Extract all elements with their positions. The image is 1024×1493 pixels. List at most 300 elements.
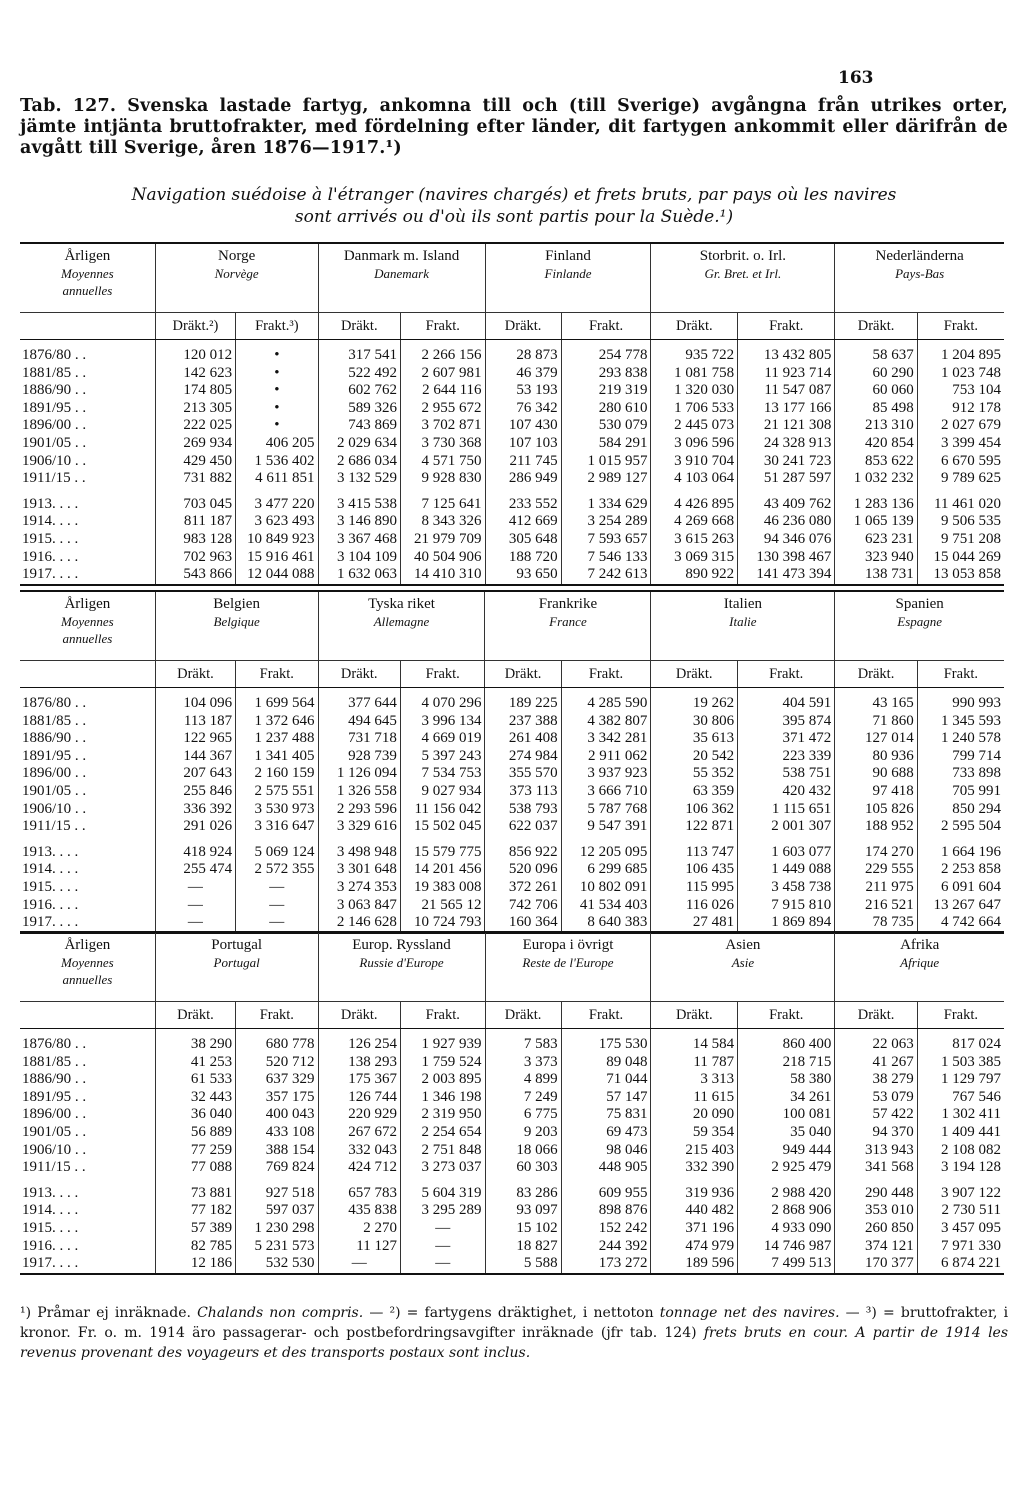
table-cell: 175 530 [561,1029,651,1054]
table-cell: 106 362 [651,801,738,819]
table-row [20,1071,1004,1089]
table-cell: 20 542 [651,748,738,766]
table-row [20,1185,1004,1203]
table-cell: 657 783 [318,1185,400,1203]
table-cell: 6 775 [485,1106,561,1124]
table-row [20,1089,1004,1107]
table-cell: 9 027 934 [400,783,485,801]
table-cell: 274 984 [485,748,561,766]
frakt-column-header: Frakt. [400,1002,485,1029]
table-cell: 36 040 [155,1106,235,1124]
footnote-3-fr-b: A partir de 1914 les revenus provenant des voyageurs et des transports postaux sont inclus. [20,1325,1009,1361]
table-cell: 3 295 289 [400,1202,485,1220]
table-cell: 3 457 095 [917,1220,1004,1238]
table-cell: 2 988 420 [738,1185,835,1203]
table-cell: 753 104 [917,382,1004,400]
table-cell: 3 273 037 [400,1159,485,1177]
table-cell: 420 854 [835,435,917,453]
table-cell: 935 722 [651,340,738,365]
period-label: 1911/15 . . [22,818,86,835]
table-cell: 2 607 981 [400,365,485,383]
table-cell: 105 826 [835,801,917,819]
table-cell: 400 043 [236,1106,318,1124]
table-cell: 126 744 [318,1089,400,1107]
table-cell: 20 090 [651,1106,738,1124]
table-row [20,1255,1004,1273]
spacer-cell [738,488,835,496]
table-cell: — [236,914,318,932]
table-cell: 207 643 [155,765,235,783]
table-cell: 474 979 [651,1238,738,1256]
drakt-column-header: Dräkt. [485,313,561,340]
country-header: Asien Asie [651,933,835,1002]
table-cell: 332 043 [318,1142,400,1160]
table-cell: 59 354 [651,1124,738,1142]
table-cell: 1 320 030 [651,382,738,400]
table-cell: 14 201 456 [400,861,485,879]
table-cell: 1 536 402 [236,453,318,471]
table-cell: 856 922 [485,844,561,862]
table-cell: 1 603 077 [738,844,835,862]
table-cell: 2 572 355 [236,861,318,879]
table-cell: 2 146 628 [318,914,400,932]
table-cell: • [236,365,318,383]
table-cell: 9 547 391 [561,818,651,836]
country-header: Europa i övrigt Reste de l'Europe [485,933,651,1002]
table-cell: 120 012 [155,340,235,365]
table-cell: 2 686 034 [318,453,400,471]
table-cell: 69 473 [561,1124,651,1142]
table-cell: 46 379 [485,365,561,383]
table-row [20,470,1004,488]
table-row [20,801,1004,819]
table-cell: 2 445 073 [651,417,738,435]
table-cell: 353 010 [835,1202,917,1220]
table-cell: 13 177 166 [738,400,835,418]
spacer-cell [917,836,1004,844]
table-cell: 216 521 [835,897,917,915]
table-cell: 520 096 [485,861,561,879]
table-cell: 1 334 629 [561,496,651,514]
table-cell: 10 849 923 [236,531,318,549]
period-label: 1914. . . . [22,1202,79,1219]
footnote-3-fr: frets bruts en cour. [703,1325,849,1341]
table-cell: 12 044 088 [236,566,318,584]
table-cell: 742 706 [485,897,561,915]
table-cell: 4 382 807 [561,713,651,731]
drakt-column-header: Dräkt. [835,1002,917,1029]
table-cell: 6 299 685 [561,861,651,879]
table-cell: 78 735 [835,914,917,932]
footnote-2-fr: tonnage net des navires. [659,1305,840,1321]
table-cell: 22 063 [835,1029,917,1054]
table-cell: 949 444 [738,1142,835,1160]
drakt-column-header: Dräkt. [155,661,235,688]
table-cell: 3 146 890 [318,513,400,531]
subtitle-line-2: sont arrivés ou d'où ils sont partis pour la Suède.¹) [294,207,734,227]
table-cell: 3 301 648 [318,861,400,879]
table-row [20,688,1004,713]
table-cell: 912 178 [917,400,1004,418]
table-cell: 2 270 [318,1220,400,1238]
table-cell: 15 579 775 [400,844,485,862]
table-cell: 543 866 [155,566,235,584]
table-cell: 97 418 [835,783,917,801]
country-header: Belgien Belgique [155,592,318,661]
table-cell: 532 530 [236,1255,318,1273]
table-cell: 4 571 750 [400,453,485,471]
table-cell: 21 979 709 [400,531,485,549]
table-cell: 1 283 136 [835,496,917,514]
table-cell: 98 046 [561,1142,651,1160]
table-cell: 3 666 710 [561,783,651,801]
spacer-cell [651,1177,738,1185]
table-cell: 3 132 529 [318,470,400,488]
spacer-cell [400,1177,485,1185]
table-cell: 60 303 [485,1159,561,1177]
table-cell: 1 664 196 [917,844,1004,862]
table-cell: 1 409 441 [917,1124,1004,1142]
spacer-cell [485,488,561,496]
period-label: 1914. . . . [22,513,79,530]
frakt-column-header: Frakt. [738,1002,835,1029]
table-cell: 3 096 596 [651,435,738,453]
table-cell: 8 343 326 [400,513,485,531]
table-cell: 71 044 [561,1071,651,1089]
table-cell: 538 793 [485,801,561,819]
table-cell: 622 037 [485,818,561,836]
table-row [20,1124,1004,1142]
table-cell: 30 806 [651,713,738,731]
table-cell: 769 824 [236,1159,318,1177]
spacer-cell [155,488,235,496]
table-cell: 890 922 [651,566,738,584]
table-cell: 2 003 895 [400,1071,485,1089]
table-cell: 2 160 159 [236,765,318,783]
table-cell: 4 611 851 [236,470,318,488]
country-header: Frankrike France [485,592,651,661]
table-cell: 440 482 [651,1202,738,1220]
table-block-2 [20,590,1004,934]
table-cell: 3 274 353 [318,879,400,897]
table-cell: 418 924 [155,844,235,862]
frakt-column-header: Frakt. [917,661,1004,688]
table-cell: 2 989 127 [561,470,651,488]
table-cell: 305 648 [485,531,561,549]
table-row [20,435,1004,453]
table-cell: 4 742 664 [917,914,1004,932]
blank-cell [20,1002,155,1029]
blank-cell [20,661,155,688]
table-block-1 [20,242,1004,586]
frakt-column-header: Frakt. [917,313,1004,340]
period-label: 1906/10 . . [22,1141,87,1158]
table-row [20,1054,1004,1072]
table-cell: 2 644 116 [400,382,485,400]
table-cell: 43 409 762 [738,496,835,514]
period-label: 1876/80 . . [22,695,87,711]
period-label: 1891/95 . . [22,747,87,764]
table-cell: 94 346 076 [738,531,835,549]
table-cell: 113 187 [155,713,235,731]
table-cell: 107 103 [485,435,561,453]
table-cell: 106 435 [651,861,738,879]
spacer-cell [917,488,1004,496]
period-label: 1906/10 . . [22,452,87,469]
table-cell: 141 473 394 [738,566,835,584]
table-cell: 7 583 [485,1029,561,1054]
table-cell: 63 359 [651,783,738,801]
table-cell: 317 541 [318,340,400,365]
table-cell: 80 936 [835,748,917,766]
table-cell: 11 923 714 [738,365,835,383]
table-row [20,1202,1004,1220]
table-cell: 4 070 296 [400,688,485,713]
table-cell: 3 063 847 [318,897,400,915]
table-cell: 144 367 [155,748,235,766]
table-cell: 244 392 [561,1238,651,1256]
table-cell: 1 372 646 [236,713,318,731]
table-cell: 4 285 590 [561,688,651,713]
table-cell: 435 838 [318,1202,400,1220]
table-cell: 429 450 [155,453,235,471]
drakt-column-header: Dräkt. [835,661,917,688]
table-cell: 332 390 [651,1159,738,1177]
table-cell: 85 498 [835,400,917,418]
table-cell: 4 899 [485,1071,561,1089]
table-cell: 853 622 [835,453,917,471]
table-cell: 1 345 593 [917,713,1004,731]
table-cell: 40 504 906 [400,549,485,567]
table-cell: 5 787 768 [561,801,651,819]
table-cell: 637 329 [236,1071,318,1089]
table-cell: 2 253 858 [917,861,1004,879]
table-cell: 34 261 [738,1089,835,1107]
table-cell: 293 838 [561,365,651,383]
table-cell: 9 789 625 [917,470,1004,488]
table-cell: 11 615 [651,1089,738,1107]
table-cell: 38 279 [835,1071,917,1089]
table-cell: 313 943 [835,1142,917,1160]
table-cell: 7 499 513 [738,1255,835,1273]
table-cell: — [400,1220,485,1238]
table-cell: • [236,417,318,435]
row-label-header: Årligen Moyennes annuelles [20,592,155,661]
spacer-cell [155,836,235,844]
table-cell: 9 506 535 [917,513,1004,531]
frakt-column-header: Frakt. [561,1002,651,1029]
table-cell: 3 329 616 [318,818,400,836]
table-cell: 8 640 383 [561,914,651,932]
table-cell: 4 269 668 [651,513,738,531]
table-cell: 733 898 [917,765,1004,783]
table-cell: 116 026 [651,897,738,915]
table-cell: 55 352 [651,765,738,783]
subtitle-line-1: Navigation suédoise à l'étranger (navires chargés) et frets bruts, par pays où les navires [131,185,897,205]
table-cell: 115 995 [651,879,738,897]
table-cell: 9 928 830 [400,470,485,488]
table-cell: 1 032 232 [835,470,917,488]
table-cell: — [155,914,235,932]
table-cell: 1 023 748 [917,365,1004,383]
table-cell: 7 546 133 [561,549,651,567]
frakt-column-header: Frakt. [400,313,485,340]
table-cell: 100 081 [738,1106,835,1124]
table-cell: 220 929 [318,1106,400,1124]
spacer-cell [318,836,400,844]
table-cell: 811 187 [155,513,235,531]
table-cell: 290 448 [835,1185,917,1203]
table-cell: 254 778 [561,340,651,365]
table-cell: 41 534 403 [561,897,651,915]
table-row [20,861,1004,879]
table-cell: 371 196 [651,1220,738,1238]
table-cell: 53 079 [835,1089,917,1107]
frakt-column-header: Frakt. [236,1002,318,1029]
table-cell: 1 115 651 [738,801,835,819]
table-row [20,1029,1004,1054]
table-cell: 35 613 [651,730,738,748]
period-label: 1901/05 . . [22,434,87,451]
table-cell: 928 739 [318,748,400,766]
table-cell: 77 182 [155,1202,235,1220]
table-cell: 433 108 [236,1124,318,1142]
table-row [20,513,1004,531]
table-cell: 3 069 315 [651,549,738,567]
table-row [20,496,1004,514]
table-cell: 1 326 558 [318,783,400,801]
table-cell: 233 552 [485,496,561,514]
table-cell: 494 645 [318,713,400,731]
spacer-cell [835,836,917,844]
table-cell: 1 632 063 [318,566,400,584]
table-row [20,1159,1004,1177]
table-cell: 705 991 [917,783,1004,801]
drakt-column-header: Dräkt. [651,661,738,688]
table-row [20,453,1004,471]
table-cell: 2 730 511 [917,1202,1004,1220]
table-cell: 89 048 [561,1054,651,1072]
table-cell: 424 712 [318,1159,400,1177]
table-cell: 57 147 [561,1089,651,1107]
table-cell: 71 860 [835,713,917,731]
table-cell: 990 993 [917,688,1004,713]
table-cell: 3 623 493 [236,513,318,531]
period-label: 1881/85 . . [22,1053,87,1070]
table-cell: 11 787 [651,1054,738,1072]
table-cell: 93 097 [485,1202,561,1220]
spacer-cell [651,836,738,844]
table-cell: 372 261 [485,879,561,897]
table-row [20,531,1004,549]
spacer-cell [485,1177,561,1185]
table-cell: 51 287 597 [738,470,835,488]
table-cell: 127 014 [835,730,917,748]
table-cell: 215 403 [651,1142,738,1160]
table-cell: 21 565 12 [400,897,485,915]
table-cell: 3 104 109 [318,549,400,567]
table-cell: 30 241 723 [738,453,835,471]
spacer-cell [236,836,318,844]
spacer-cell [561,1177,651,1185]
table-cell: 82 785 [155,1238,235,1256]
table-cell: 1 240 578 [917,730,1004,748]
spacer-cell [917,1177,1004,1185]
table-cell: 75 831 [561,1106,651,1124]
table-cell: 377 644 [318,688,400,713]
table-cell: 11 156 042 [400,801,485,819]
table-cell: 3 373 [485,1054,561,1072]
drakt-column-header: Dräkt. [651,313,738,340]
table-cell: 7 915 810 [738,897,835,915]
table-cell: 142 623 [155,365,235,383]
table-cell: 12 205 095 [561,844,651,862]
period-label: 1913. . . . [22,1184,79,1201]
table-cell: 286 949 [485,470,561,488]
table-cell: 90 688 [835,765,917,783]
table-cell: 371 472 [738,730,835,748]
period-label: 1917. . . . [22,914,79,931]
period-label: 1911/15 . . [22,470,86,487]
table-cell: 160 364 [485,914,561,932]
table-cell: 1 346 198 [400,1089,485,1107]
table-cell: 5 231 573 [236,1238,318,1256]
frakt-column-header: Frakt. [236,661,318,688]
table-cell: 1 015 957 [561,453,651,471]
spacer-cell [236,1177,318,1185]
table-cell: 291 026 [155,818,235,836]
table-row [20,417,1004,435]
table-subtitle [20,184,1008,228]
table-cell: 597 037 [236,1202,318,1220]
table-cell: 218 715 [738,1054,835,1072]
blank-cell [20,313,155,340]
table-cell: 58 637 [835,340,917,365]
spacer-cell [835,488,917,496]
table-cell: 11 127 [318,1238,400,1256]
table-cell: 9 203 [485,1124,561,1142]
table-row [20,844,1004,862]
drakt-column-header: Dräkt. [651,1002,738,1029]
table-cell: 898 876 [561,1202,651,1220]
table-cell: 77 259 [155,1142,235,1160]
table-row [20,340,1004,365]
table-cell: 73 881 [155,1185,235,1203]
table-cell: 7 534 753 [400,765,485,783]
table-cell: 13 267 647 [917,897,1004,915]
table-cell: 1 706 533 [651,400,738,418]
table-cell: 261 408 [485,730,561,748]
footnotes [20,1303,1008,1363]
country-header: Europ. Ryssland Russie d'Europe [318,933,485,1002]
period-label: 1886/90 . . [22,1071,87,1088]
table-cell: 76 342 [485,400,561,418]
table-cell: 10 802 091 [561,879,651,897]
country-header: Italien Italie [651,592,835,661]
table-cell: 53 193 [485,382,561,400]
table-cell: 538 751 [738,765,835,783]
table-cell: 10 724 793 [400,914,485,932]
table-cell: 12 186 [155,1255,235,1273]
table-row [20,897,1004,915]
table-cell: 174 270 [835,844,917,862]
table-cell: 60 290 [835,365,917,383]
table-cell: 213 305 [155,400,235,418]
table-cell: 406 205 [236,435,318,453]
table-cell: 211 975 [835,879,917,897]
table-cell: 448 905 [561,1159,651,1177]
table-cell: 2 925 479 [738,1159,835,1177]
